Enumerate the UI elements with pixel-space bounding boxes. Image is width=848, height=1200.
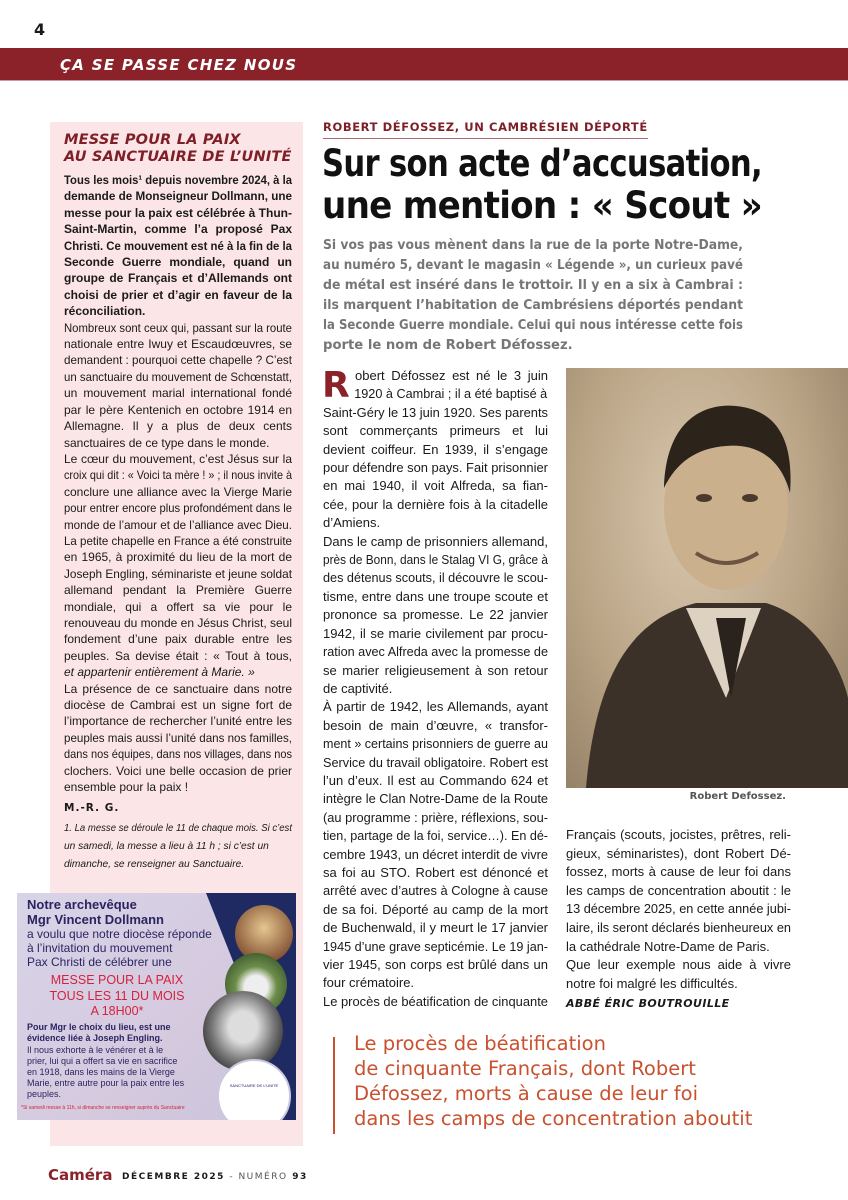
text-line: près de Bonn, dans le Stalag VI G, grâce à: [323, 552, 549, 568]
sidebar-intro: [64, 172, 292, 320]
text-line: Seconde Guerre mondiale, quand un: [64, 255, 292, 270]
sidebar-footnote: [64, 820, 292, 874]
text-line: sa foi au STO. Robert est dénoncé et: [323, 864, 548, 880]
article-lead: [323, 236, 743, 356]
text-line: Dans le camp de prisonniers allemand,: [323, 533, 548, 549]
text-line: conclure une alliance avec la Vierge Marie: [64, 484, 292, 499]
text-line: au numéro 5, devant le magasin « Légende », un curieux pavé: [323, 258, 743, 273]
text-line: obert Défossez est né le 3 juin: [355, 368, 548, 383]
poster-image: [17, 893, 296, 1120]
text-line: de captivité.: [323, 680, 393, 696]
text-line: 1945 d’une grave septicémie. Le 19 jan-: [323, 938, 548, 954]
article-kicker: ROBERT DÉFOSSEZ, UN CAMBRÉSIEN DÉPORTÉ: [323, 120, 648, 139]
text-line: clochers. Voici une belle occasion de prier: [64, 763, 292, 778]
text-line: l’un d’eux. Il est au Commando 624 et: [323, 772, 548, 788]
text-line: d’Amiens.: [323, 515, 381, 531]
text-line: vier 1945, son corps est brûlé dans un: [323, 957, 548, 972]
drop-cap: R: [322, 365, 350, 406]
section-title: ÇA SE PASSE CHEZ NOUS: [60, 56, 298, 74]
poster-footnote: *Si samedi messe à 11h, si dimanche se renseigner auprès du Sanctuaire: [21, 1105, 185, 1111]
text-line: et appartenir entièrement à Marie. »: [64, 665, 255, 680]
page-number: 4: [34, 20, 46, 39]
text-line: choisi de prier et d’agir en faveur de la: [64, 287, 292, 302]
text-line: devient coiffeur. En 1939, il s’engage: [323, 441, 548, 457]
text-line: tisme, entre dans une troupe scoute et: [323, 588, 548, 604]
text-line: monde de l’amour et de l’alliance avec Dieu.: [64, 517, 293, 532]
issue-info: [122, 1172, 308, 1182]
magazine-logo: Caméra: [48, 1166, 113, 1184]
text-line: peuples mais aussi l’unité dans nos familles,: [64, 730, 293, 745]
text-line: Le procès de béatification de cinquante: [323, 993, 548, 1009]
text-line: prier, lui qui a offert sa vie en sacrifice: [27, 1056, 178, 1066]
pull-quote-rule: [333, 1037, 335, 1134]
text-line: un mouvement marial international fondé: [64, 386, 292, 401]
text-line: Marie, entre autre pour la paix entre les: [27, 1078, 185, 1088]
text-line: Allemagne. Il y a plus de deux cents: [64, 419, 292, 434]
text-line: ment » certains prisonniers de guerre au: [323, 736, 549, 752]
text-line: notre foi malgré les difficultés.: [566, 975, 738, 991]
text-line: Pour Mgr le choix du lieu, est une: [27, 1022, 171, 1032]
text-line: Le procès de béatification: [354, 1032, 606, 1055]
text-line: de métal est inséré dans le trottoir. Il y en a six à Cambrai :: [323, 278, 743, 293]
text-line: cembre 1943, un décret interdit de vivre: [323, 846, 549, 862]
article-column-2: [566, 826, 791, 993]
text-line: intègre le Clan Notre-Dame de la Route: [323, 791, 549, 807]
text-line: La présence de ce sanctuaire dans notre: [64, 681, 292, 696]
text-line: sont commerçants primeurs et lui: [323, 423, 548, 439]
text-line: un sanctuaire du mouvement de Schœnstatt,: [64, 369, 292, 384]
text-line: dans les camps de concentration aboutit: [354, 1107, 753, 1130]
text-line: Sur son acte d’accusation,: [322, 142, 762, 185]
text-line: fossez, morts à cause de leur foi dans: [566, 864, 791, 880]
text-line: Christi. Ce mouvement est né à la fin de la: [64, 238, 292, 253]
text-line: tien, partage de la foi, service…). En dé-: [323, 828, 549, 844]
text-line: ensemble pour la paix !: [64, 780, 189, 795]
issue-date: DÉCEMBRE 2025: [122, 1172, 225, 1182]
text-line: Il nous exhorte à le vénérer et à le: [27, 1045, 164, 1055]
sidebar-signature: M.-R. G.: [64, 802, 120, 814]
text-line: Défossez, morts à cause de leur foi: [354, 1082, 699, 1105]
text-line: en 1965, à proximité du lieu de la mort de: [64, 550, 292, 565]
text-line: une mention : « Scout »: [322, 184, 762, 227]
text-line: pour entrer encore plus profondément dans le: [64, 501, 292, 516]
text-line: diocèse de Cambrai est un signe fort de: [64, 698, 292, 712]
text-line: demandent : pourquoi cette chapelle ? C’est: [64, 353, 292, 368]
text-line: nationale entre Iwuy et Escaudœuvres, se: [64, 337, 292, 352]
text-line: l’importance de rechercher l’unité entre les: [64, 714, 292, 729]
text-line: porte le nom de Robert Défossez.: [323, 338, 573, 353]
text-line: Saint-Martin, comme l’a proposé Pax: [64, 222, 292, 237]
text-line: cée, pour la dernière fois à la citadelle: [323, 496, 548, 512]
text-line: sanctuaires de ce type dans le monde.: [64, 435, 270, 450]
text-line: demande de Monseigneur Dollmann, une: [64, 189, 292, 204]
text-line: arrêté avec d’autres à Cologne à cause: [323, 883, 548, 899]
text-line: Service du travail obligatoire. Robert est: [323, 754, 549, 770]
text-line: renouveau du monde en Jésus Christ, seul: [64, 615, 293, 630]
text-line: Que leur exemple nous aide à vivre: [566, 957, 791, 973]
text-line: réconciliation.: [64, 304, 146, 319]
text-line: peuples.: [27, 1089, 62, 1099]
text-line: messe pour la paix est célébrée à Thun-: [64, 205, 292, 220]
text-line: Tous les mois¹ depuis novembre 2024, à la: [64, 173, 293, 187]
text-line: groupe de Français et d’Allemands ont: [64, 271, 292, 286]
text-line: A 18H00*: [90, 1004, 144, 1018]
sidebar-body: [64, 320, 292, 796]
text-line: mondiale, qui a offert sa vie pour le: [64, 599, 292, 614]
text-line: AU SANCTUAIRE DE L’UNITÉ: [64, 149, 292, 165]
text-line: MESSE POUR LA PAIX: [50, 973, 184, 987]
sanctuary-logo-text: SANCTUAIRE DE L’UNITÉ: [229, 1083, 279, 1088]
text-line: de sa foi. Déporté au camp de la mort: [323, 901, 548, 917]
text-line: pour défendre son pays. Fait prisonnier: [323, 460, 548, 476]
robert-defossez-photo: [566, 368, 848, 788]
issue-label: NUMÉRO: [238, 1172, 288, 1182]
text-line: Si vos pas vous mènent dans la rue de la porte Notre-Dame,: [323, 238, 744, 253]
section-banner: [0, 48, 848, 81]
text-line: Pax Christi de célébrer une: [27, 955, 172, 969]
text-line: À partir de 1942, les Allemands, ayant: [323, 699, 548, 715]
text-line: Joseph Engling, séminariste et jeune soldat: [64, 566, 292, 581]
text-line: ils marquent l’habitation de Cambrésiens déportés pendant: [323, 298, 744, 313]
text-line: en mai 1940, il voit Alfreda, sa fian-: [323, 478, 548, 494]
text-line: La petite chapelle en France a été construite: [64, 533, 292, 548]
article-title: [322, 143, 762, 227]
text-line: Nombreux sont ceux qui, passant sur la route: [64, 320, 292, 335]
text-line: prononce sa promesse. Le 22 janvier: [323, 607, 548, 623]
text-line: croix qui dit : « Voici ta mère ! » ; il nous invite à: [64, 468, 292, 483]
poster-subheading: [27, 1022, 207, 1044]
text-line: peuples. Sa devise était : « Tout à tous,: [64, 648, 292, 663]
text-line: (au programme : prière, réflexions, sou-: [323, 809, 549, 825]
sidebar-text: [64, 172, 292, 795]
text-line: gieux, séminaristes), dont Robert Dé-: [566, 845, 791, 861]
sidebar-title: [64, 132, 292, 166]
photo-caption: Robert Defossez.: [689, 791, 786, 802]
text-line: besoin de main d’œuvre, « transfor-: [323, 717, 548, 733]
text-line: Le cœur du mouvement, c’est Jésus sur la: [64, 451, 292, 466]
text-line: allemand pendant la Première Guerre: [64, 583, 292, 598]
text-line: four crématoire.: [323, 975, 415, 991]
separator: -: [224, 1172, 239, 1182]
text-line: Français (scouts, jocistes, prêtres, reli-: [566, 827, 791, 842]
text-line: fondement d’une paix durable entre les: [64, 632, 292, 647]
text-line: à l’invitation du mouvement: [27, 941, 173, 955]
text-line: dimanche, se renseigner au Sanctuaire.: [64, 859, 245, 870]
text-line: de cinquante Français, dont Robert: [354, 1057, 696, 1080]
text-line: des détenus scouts, il découvre le scou-: [323, 570, 549, 586]
text-line: TOUS LES 11 DU MOIS: [49, 988, 185, 1003]
text-line: ration avec Alfreda avec la promesse de: [323, 644, 549, 660]
poster-text: [27, 927, 217, 969]
text-line: MESSE POUR LA PAIX: [64, 132, 241, 148]
text-line: 1942, il se marie civilement par procu-: [323, 625, 548, 641]
text-line: évidence liée à Joseph Engling.: [27, 1033, 163, 1043]
text-line: de Buchenwald, il y meurt le 17 janvier: [323, 920, 548, 936]
text-line: a voulu que notre diocèse réponde: [27, 927, 212, 941]
article-column-1: [323, 367, 548, 1011]
text-line: dans nos équipes, dans nos villages, dans nos: [64, 747, 292, 762]
poster-heading: [27, 897, 217, 927]
text-line: se marier religieusement à son retour: [323, 662, 548, 678]
text-line: 13 décembre 2025, en cette année jubi-: [566, 901, 791, 917]
text-line: par le père Kentenich en octobre 1914 en: [64, 402, 292, 417]
text-line: la cathédrale Notre-Dame de Paris.: [566, 938, 770, 954]
poster-detail: [27, 1045, 207, 1100]
text-line: Notre archevêque: [27, 897, 137, 912]
text-line: un samedi, la messe a lieu à 11 h ; si c’est un: [64, 841, 269, 852]
text-line: laire, ils seront déclarés bienheureux en: [566, 919, 792, 935]
pull-quote: [354, 1031, 774, 1131]
text-line: Saint-Géry le 13 juin 1920. Ses parents: [323, 404, 548, 420]
text-line: les camps de concentration aboutit : le: [566, 882, 791, 898]
poster-highlight: [17, 973, 217, 1020]
text-line: la Seconde Guerre mondiale. Celui qui nous intéresse cette fois: [323, 318, 743, 333]
text-line: Mgr Vincent Dollmann: [27, 912, 164, 927]
issue-number: 93: [292, 1172, 308, 1182]
article-signature: ABBÉ ÉRIC BOUTROUILLE: [566, 997, 730, 1010]
text-line: en 1918, dans les mains de la Vierge: [27, 1067, 175, 1077]
text-line: 1920 à Cambrai ; il a été baptisé à: [354, 386, 548, 402]
text-line: 1. La messe se déroule le 11 de chaque mois. Si c’est: [64, 823, 292, 834]
